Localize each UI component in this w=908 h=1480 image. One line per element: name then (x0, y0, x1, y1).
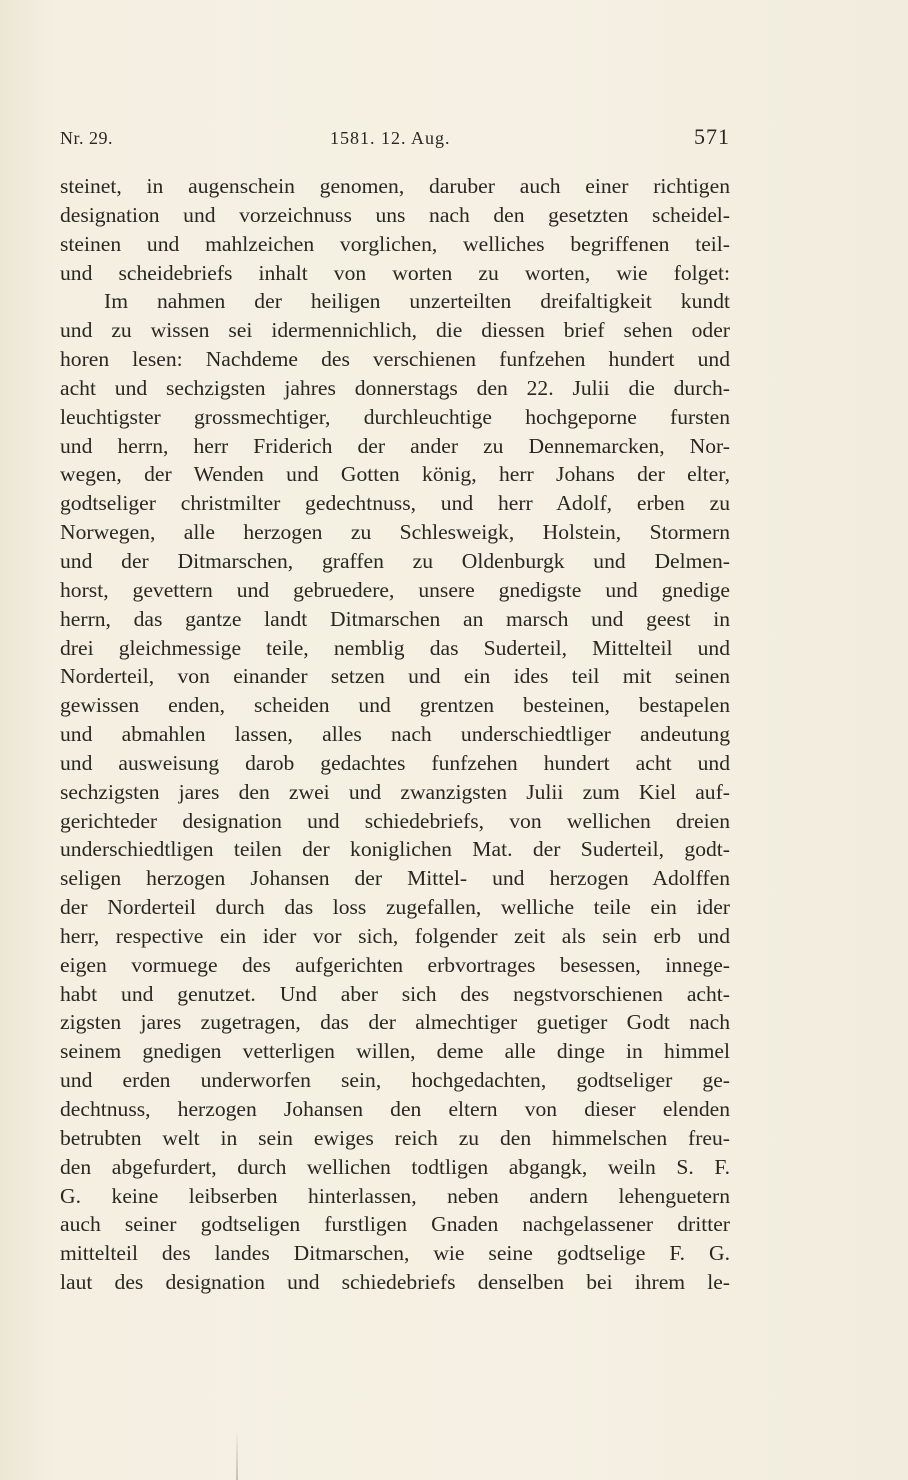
text-line: gewissen enden, scheiden und grentzen besteinen, bestapelen (60, 693, 730, 718)
text-line: horst, gevettern und gebruedere, unsere gnedigste und gnedige (60, 577, 730, 602)
text-line: und herrn, herr Friderich der ander zu Dennemarcken, Nor- (60, 433, 730, 458)
text-line: leuchtigster grossmechtiger, durchleuchtige hochgeporne fursten (60, 404, 730, 429)
text-line: und abmahlen lassen, alles nach underschiedtliger andeutung (60, 722, 730, 747)
text-line: sechzigsten jares den zwei und zwanzigsten Julii zum Kiel auf- (60, 779, 730, 804)
text-line: wegen, der Wenden und Gotten könig, herr Johans der elter, (60, 462, 730, 487)
page-header (60, 124, 730, 154)
text-line: den abgefurdert, durch wellichen todtligen abgangk, weiln S. F. (60, 1154, 730, 1179)
document-date: 1581. 12. Aug. (330, 128, 451, 148)
text-line: der Norderteil durch das loss zugefallen, welliche teile ein ider (60, 895, 730, 920)
text-line: Im nahmen der heiligen unzerteilten dreifaltigkeit kundt (104, 289, 730, 314)
text-line: herr, respective ein ider vor sich, folgender zeit als sein erb und (60, 923, 730, 948)
text-line: gerichteder designation und schiedebriefs, von wellichen dreien (60, 808, 730, 833)
document-number: Nr. 29. (60, 128, 113, 148)
text-line: horen lesen: Nachdeme des verschienen funfzehen hundert und (60, 347, 730, 372)
text-line: dechtnuss, herzogen Johansen den eltern von dieser elenden (60, 1097, 730, 1121)
text-line: underschiedtligen teilen der koniglichen Mat. der Suderteil, godt- (60, 837, 730, 862)
body-text (60, 172, 730, 1297)
text-line: Norwegen, alle herzogen zu Schlesweigk, Holstein, Stormern (60, 520, 730, 545)
text-line: und zu wissen sei idermennichlich, die diessen brief sehen oder (60, 318, 730, 343)
text-line: eigen vormuege des aufgerichten erbvortrages besessen, innege- (60, 952, 730, 977)
text-line: steinen und mahlzeichen vorglichen, welliches begriffenen teil- (60, 231, 730, 256)
text-line: herrn, das gantze landt Ditmarschen an marsch und geest in (60, 606, 730, 631)
text-line: seligen herzogen Johansen der Mittel- und herzogen Adolffen (60, 866, 730, 891)
text-line: mittelteil des landes Ditmarschen, wie seine godtselige F. G. (60, 1241, 730, 1266)
text-line: und scheidebriefs inhalt von worten zu worten, wie folget: (60, 260, 730, 285)
text-line: steinet, in augenschein genomen, daruber auch einer richtigen (60, 174, 730, 198)
text-line: auch seiner godtseligen furstligen Gnaden nachgelassener dritter (60, 1212, 730, 1237)
binding-shadow (236, 1430, 238, 1480)
text-line: habt und genutzet. Und aber sich des negstvorschienen acht- (60, 981, 730, 1006)
text-line: und der Ditmarschen, graffen zu Oldenburgk und Delmen- (60, 548, 730, 573)
text-line: und ausweisung darob gedachtes funfzehen hundert acht und (60, 750, 730, 775)
text-line: seinem gnedigen vetterligen willen, deme alle dinge in himmel (60, 1039, 730, 1064)
text-line: betrubten welt in sein ewiges reich zu den himmelschen freu- (60, 1125, 730, 1150)
text-line: designation und vorzeichnuss uns nach den gesetzten scheidel- (60, 202, 730, 227)
text-line: laut des designation und schiedebriefs denselben bei ihrem le- (60, 1270, 730, 1295)
page-number: 571 (694, 124, 730, 149)
text-line: zigsten jares zugetragen, das der almechtiger guetiger Godt nach (60, 1010, 730, 1035)
text-line: acht und sechzigsten jahres donnerstags den 22. Julii die durch- (60, 375, 730, 400)
text-line: Norderteil, von einander setzen und ein ides teil mit seinen (60, 664, 730, 689)
text-line: und erden underworfen sein, hochgedachten, godtseliger ge- (60, 1068, 730, 1093)
text-line: G. keine leibserben hinterlassen, neben andern lehenguetern (60, 1183, 730, 1208)
text-line: godtseliger christmilter gedechtnuss, und herr Adolf, erben zu (60, 491, 730, 516)
text-line: drei gleichmessige teile, nemblig das Suderteil, Mittelteil und (60, 635, 730, 660)
